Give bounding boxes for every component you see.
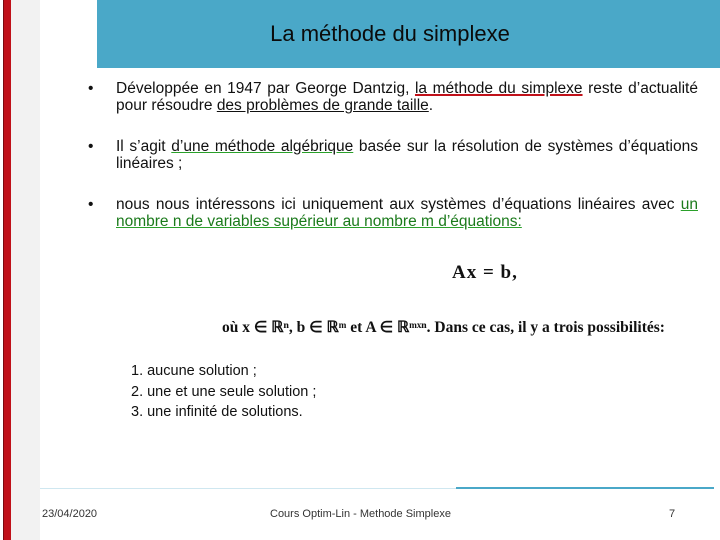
bullet-text: basée sur la résolution de systèmes d’équations linéaires ; <box>116 138 698 172</box>
footer-course-title: Cours Optim-Lin - Methode Simplexe <box>270 508 451 520</box>
footer-divider <box>456 487 714 489</box>
footer-divider-light <box>40 488 456 489</box>
slide-title: La méthode du simplexe <box>270 21 510 46</box>
bullet-list <box>88 80 698 254</box>
footer-page-number: 7 <box>669 508 676 520</box>
formula-condition: où x ∈ ℝⁿ, b ∈ ℝᵐ et A ∈ ℝᵐˣⁿ. Dans ce cas, il y a trois possibilités: <box>222 319 665 336</box>
underlined-phrase: des problèmes de grande taille <box>216 97 429 114</box>
possibility-item: 1. aucune solution ; <box>131 363 257 379</box>
bullet-text: Développée en 1947 par George Dantzig, <box>116 80 415 97</box>
underlined-phrase: un nombre n de variables supérieur au nombre m d’équations: <box>116 196 698 230</box>
possibility-item: 2. une et une seule solution ; <box>131 383 317 400</box>
bullet-text: reste d’actualité pour résoudre <box>116 80 698 114</box>
bullet-marker: • <box>88 196 94 213</box>
slide-title-box <box>40 0 700 68</box>
bullet-item-dantzig <box>88 80 698 114</box>
bullet-marker: • <box>88 138 94 155</box>
bullet-item-systems <box>88 196 698 230</box>
bullet-item-algebraic <box>88 138 698 172</box>
bullet-marker: • <box>88 80 94 97</box>
possibility-item: 3. une infinité de solutions. <box>131 404 303 420</box>
left-side-panel <box>11 0 40 540</box>
footer-date: 23/04/2020 <box>42 508 98 520</box>
bullet-text: Il s’agit <box>116 138 172 155</box>
possibilities-list <box>131 361 316 423</box>
formula-ax-b: Ax = b, <box>452 262 518 283</box>
bullet-text: . <box>428 97 434 114</box>
bullet-text: nous nous intéressons ici uniquement aux systèmes d’équations linéaires avec <box>116 196 681 213</box>
underlined-phrase: d’une méthode algébrique <box>171 138 354 155</box>
underlined-phrase: la méthode du simplexe <box>414 80 583 97</box>
